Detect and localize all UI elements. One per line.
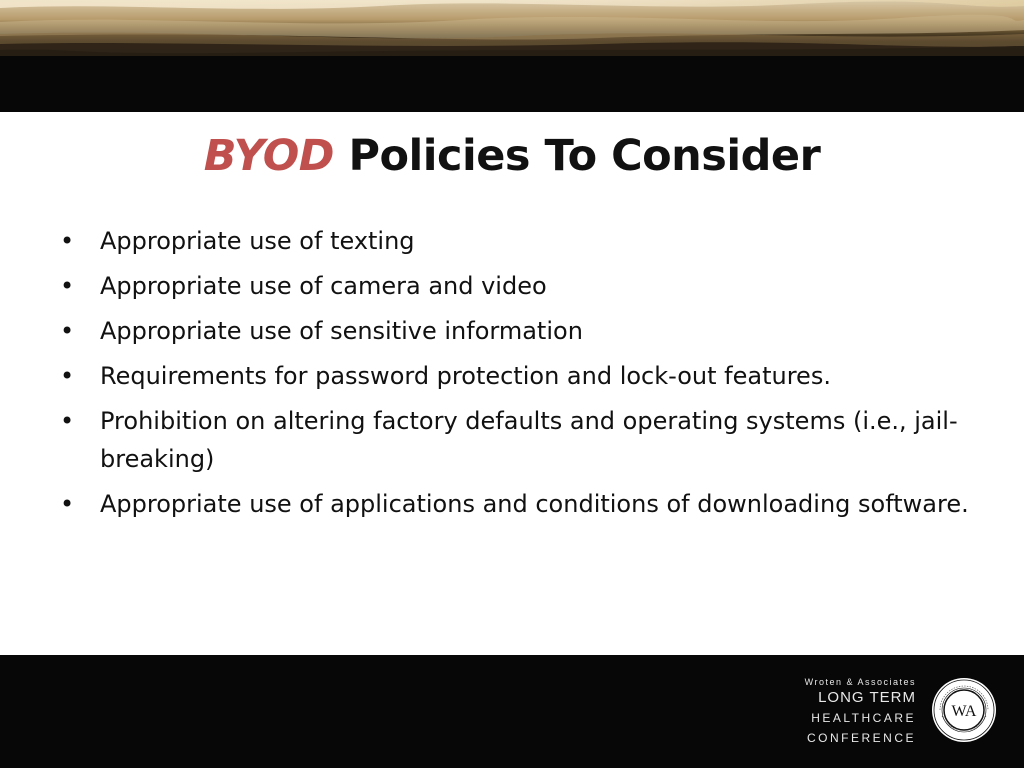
title-accent: BYOD	[203, 131, 334, 181]
bullet-item	[60, 222, 980, 260]
bullet-text: Appropriate use of applications and conditions of downloading software.	[100, 490, 969, 518]
bullet-list	[60, 222, 980, 530]
conference-logo-text	[716, 676, 916, 748]
bullet-item	[60, 312, 980, 350]
bullet-item	[60, 402, 980, 478]
bullet-marker: •	[60, 317, 75, 345]
bullet-text: Requirements for password protection and lock-out features.	[100, 362, 831, 390]
bullet-marker: •	[60, 272, 75, 300]
bullet-text: Appropriate use of sensitive information	[100, 317, 583, 345]
title-rest: Policies To Consider	[333, 131, 821, 181]
conference-emblem-icon	[930, 676, 998, 744]
logo-line-2: LONG TERM	[818, 689, 916, 706]
bullet-marker: •	[60, 227, 75, 255]
bullet-text: Appropriate use of camera and video	[100, 272, 547, 300]
slide-title	[0, 126, 1024, 186]
logo-line-1: Wroten & Associates	[804, 677, 916, 687]
logo-line-3: HEALTHCARE	[811, 711, 916, 725]
bullet-text: Prohibition on altering factory defaults and operating systems (i.e., jail-breaking)	[100, 407, 958, 473]
bullet-item	[60, 267, 980, 305]
logo-line-4: CONFERENCE	[806, 731, 916, 745]
bullet-item	[60, 485, 980, 523]
emblem-monogram: WA	[951, 703, 977, 720]
bullet-marker: •	[60, 490, 75, 518]
bullet-item	[60, 357, 980, 395]
bullet-text: Appropriate use of texting	[100, 227, 415, 255]
header-banner-image	[0, 0, 1024, 112]
bullet-marker: •	[60, 407, 75, 435]
bullet-marker: •	[60, 362, 75, 390]
